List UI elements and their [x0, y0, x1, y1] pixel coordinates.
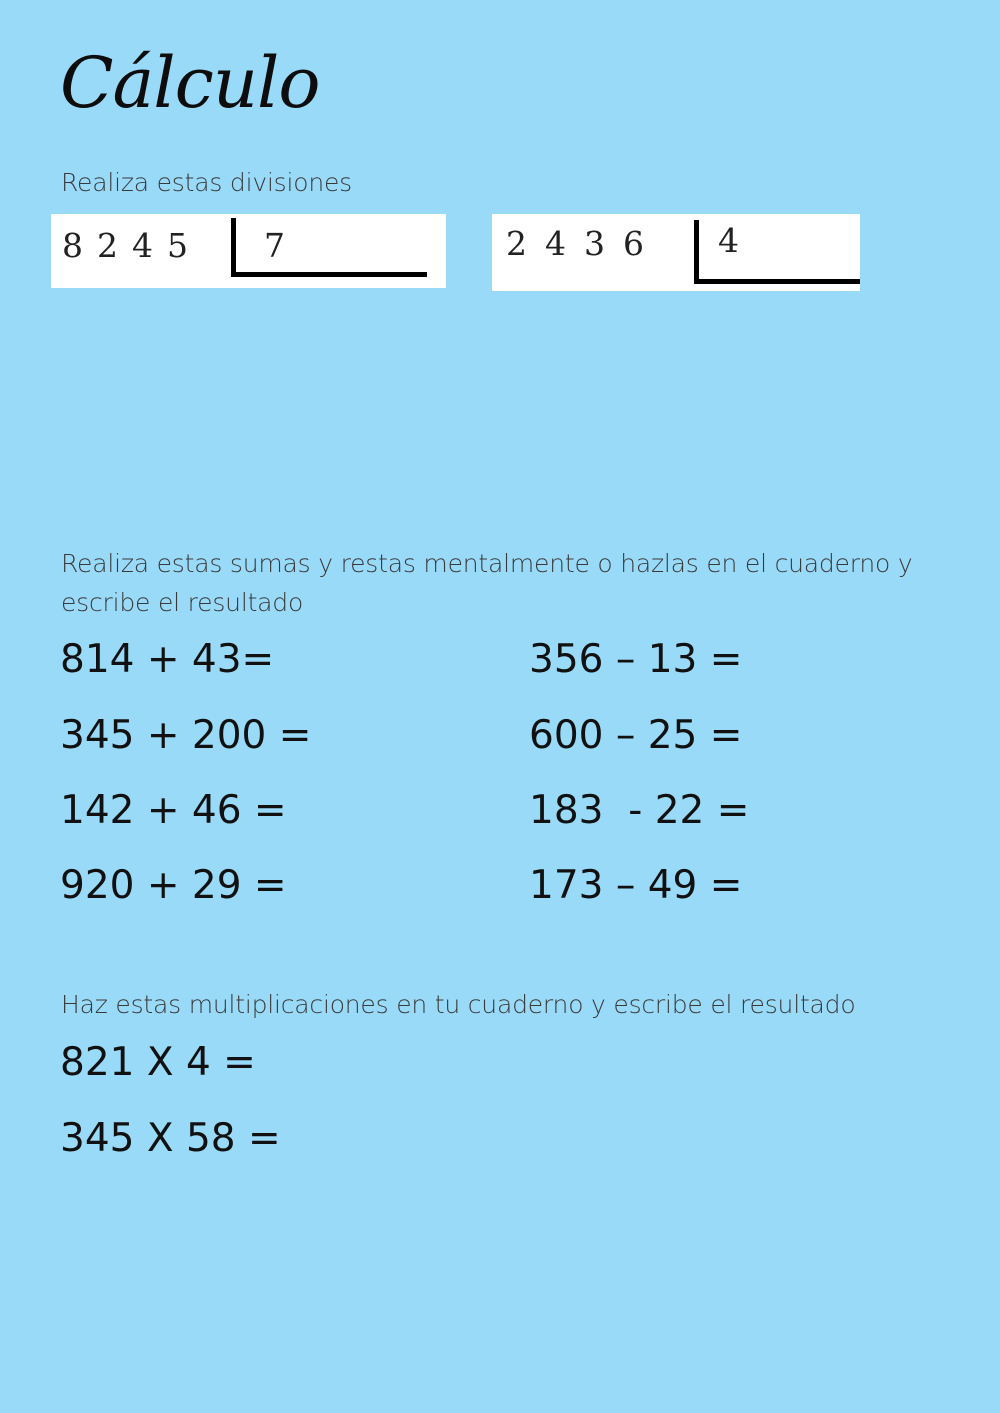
division-box-2 — [492, 214, 860, 291]
sum-2: 345 + 200 = — [60, 713, 312, 758]
subtraction-2: 600 – 25 = — [529, 713, 743, 758]
division-2-divisor: 4 — [718, 221, 739, 260]
sum-4: 920 + 29 = — [60, 863, 287, 908]
subtraction-4: 173 – 49 = — [529, 863, 743, 908]
division-1-dividend: 8245 — [62, 226, 202, 265]
division-1-bar-vertical — [231, 218, 236, 277]
subtraction-1: 356 – 13 = — [529, 637, 743, 682]
page-title: Cálculo — [60, 42, 320, 124]
sums-instruction-line-1: Realiza estas sumas y restas mentalmente o hazlas en el cuaderno y — [61, 549, 913, 578]
multiplication-1: 821 X 4 = — [60, 1040, 256, 1085]
division-2-bar-vertical — [694, 220, 699, 284]
division-1-divisor: 7 — [264, 226, 285, 265]
sum-1: 814 + 43= — [60, 637, 275, 682]
sums-instruction — [61, 544, 912, 622]
division-1-bar-horizontal — [231, 272, 427, 277]
subtraction-3: 183 - 22 = — [529, 788, 750, 833]
divisions-instruction: Realiza estas divisiones — [61, 168, 353, 197]
sum-3: 142 + 46 = — [60, 788, 287, 833]
division-box-1 — [51, 214, 446, 288]
multiplication-2: 345 X 58 = — [60, 1116, 281, 1161]
sums-instruction-line-2: escribe el resultado — [61, 588, 304, 617]
division-2-dividend: 2436 — [506, 224, 662, 263]
division-2-bar-horizontal — [694, 279, 860, 284]
multiplications-instruction: Haz estas multiplicaciones en tu cuaderno y escribe el resultado — [61, 990, 856, 1019]
